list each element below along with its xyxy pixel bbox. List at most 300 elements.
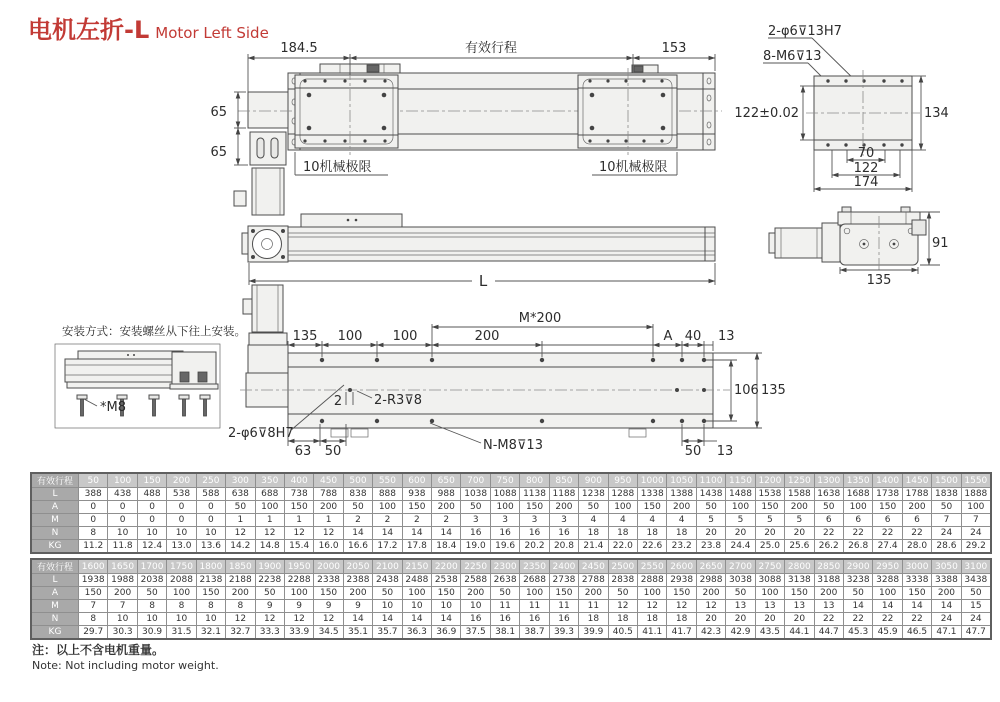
value-cell: 14 xyxy=(432,613,461,626)
value-cell: 2188 xyxy=(226,574,255,587)
value-cell: 14 xyxy=(873,600,902,613)
stroke-header-cell: 2800 xyxy=(785,559,814,574)
footer-note xyxy=(32,643,219,673)
row-label: KG xyxy=(31,626,79,640)
value-cell: 12 xyxy=(255,613,284,626)
value-cell: 638 xyxy=(226,488,255,501)
page-title-en: Motor Left Side xyxy=(155,24,269,42)
dim-134: 134 xyxy=(924,106,949,121)
stroke-header-cell: 1950 xyxy=(284,559,313,574)
value-cell: 24.4 xyxy=(726,540,755,554)
stroke-header-cell: 2400 xyxy=(549,559,578,574)
value-cell: 7 xyxy=(108,600,137,613)
value-cell: 26.2 xyxy=(814,540,843,554)
spec-table xyxy=(30,472,992,640)
value-cell: 3388 xyxy=(932,574,961,587)
dim-13-top: 13 xyxy=(718,329,735,344)
value-cell: 20.2 xyxy=(520,540,549,554)
value-cell: 2238 xyxy=(255,574,284,587)
stroke-header-cell: 1300 xyxy=(814,473,843,488)
value-cell: 100 xyxy=(961,501,991,514)
value-cell: 6 xyxy=(814,514,843,527)
value-cell: 50 xyxy=(932,501,961,514)
dim-100-a: 100 xyxy=(337,329,363,344)
value-cell: 16 xyxy=(520,613,549,626)
value-cell: 14 xyxy=(343,527,372,540)
dim-13-bottom: 13 xyxy=(716,444,734,459)
value-cell: 1488 xyxy=(726,488,755,501)
value-cell: 1188 xyxy=(549,488,578,501)
value-cell: 2 xyxy=(402,514,431,527)
value-cell: 27.4 xyxy=(873,540,902,554)
value-cell: 2138 xyxy=(196,574,225,587)
value-cell: 150 xyxy=(549,587,578,600)
value-cell: 19.0 xyxy=(461,540,490,554)
value-cell: 12 xyxy=(255,527,284,540)
value-cell: 200 xyxy=(461,587,490,600)
value-cell: 17.8 xyxy=(402,540,431,554)
value-cell: 1 xyxy=(226,514,255,527)
value-cell: 100 xyxy=(167,587,196,600)
value-cell: 14 xyxy=(343,613,372,626)
value-cell: 42.9 xyxy=(726,626,755,640)
value-cell: 45.9 xyxy=(873,626,902,640)
value-cell: 2388 xyxy=(343,574,372,587)
value-cell: 30.3 xyxy=(108,626,137,640)
dim-106: 106 xyxy=(734,383,759,398)
stroke-header-cell: 250 xyxy=(196,473,225,488)
value-cell: 22.0 xyxy=(608,540,637,554)
value-cell: 1538 xyxy=(755,488,784,501)
dim-motor-offset: 184.5 xyxy=(280,41,318,56)
value-cell: 10 xyxy=(137,613,166,626)
value-cell: 22 xyxy=(814,613,843,626)
value-cell: 50 xyxy=(226,501,255,514)
value-cell: 20.8 xyxy=(549,540,578,554)
value-cell: 46.5 xyxy=(902,626,931,640)
value-cell: 1838 xyxy=(932,488,961,501)
value-cell: 10 xyxy=(167,613,196,626)
stroke-header-cell: 1400 xyxy=(873,473,902,488)
value-cell: 1238 xyxy=(579,488,608,501)
stroke-header-cell: 1650 xyxy=(108,559,137,574)
value-cell: 9 xyxy=(284,600,313,613)
value-cell: 3 xyxy=(461,514,490,527)
value-cell: 200 xyxy=(549,501,578,514)
value-cell: 34.5 xyxy=(314,626,343,640)
value-cell: 16 xyxy=(461,527,490,540)
value-cell: 200 xyxy=(226,587,255,600)
stroke-header-cell: 100 xyxy=(108,473,137,488)
value-cell: 2 xyxy=(432,514,461,527)
value-cell: 150 xyxy=(785,587,814,600)
spec-table-bank-1 xyxy=(30,472,992,554)
value-cell: 1888 xyxy=(961,488,991,501)
value-cell: 2438 xyxy=(373,574,402,587)
stroke-header-cell: 700 xyxy=(461,473,490,488)
stroke-header-cell: 2350 xyxy=(520,559,549,574)
value-cell: 1988 xyxy=(108,574,137,587)
stroke-header-cell: 600 xyxy=(402,473,431,488)
installation-diagram xyxy=(55,324,246,428)
value-cell: 12 xyxy=(226,527,255,540)
stroke-header-cell: 1350 xyxy=(843,473,872,488)
value-cell: 200 xyxy=(814,587,843,600)
value-cell: 150 xyxy=(755,501,784,514)
value-cell: 3238 xyxy=(843,574,872,587)
value-cell: 1388 xyxy=(667,488,696,501)
value-cell: 10 xyxy=(402,600,431,613)
value-cell: 2588 xyxy=(461,574,490,587)
value-cell: 11 xyxy=(549,600,578,613)
value-cell: 12 xyxy=(314,613,343,626)
value-cell: 41.1 xyxy=(638,626,667,640)
dim-122: 122 xyxy=(853,161,879,176)
value-cell: 100 xyxy=(490,501,519,514)
value-cell: 888 xyxy=(373,488,402,501)
stroke-header-cell: 3100 xyxy=(961,559,991,574)
row-label: M xyxy=(31,600,79,613)
value-cell: 8 xyxy=(79,613,108,626)
row-label: A xyxy=(31,587,79,600)
dim-50-left: 50 xyxy=(324,444,342,459)
value-cell: 11 xyxy=(490,600,519,613)
table-row xyxy=(31,559,991,574)
value-cell: 3 xyxy=(520,514,549,527)
value-cell: 1338 xyxy=(638,488,667,501)
value-cell: 100 xyxy=(402,587,431,600)
value-cell: 2338 xyxy=(314,574,343,587)
stroke-header-cell: 2700 xyxy=(726,559,755,574)
row-label: N xyxy=(31,613,79,626)
value-cell: 16.6 xyxy=(343,540,372,554)
dim-174: 174 xyxy=(853,175,879,190)
value-cell: 25.0 xyxy=(755,540,784,554)
stroke-header-cell: 350 xyxy=(255,473,284,488)
value-cell: 20 xyxy=(726,613,755,626)
value-cell: 3 xyxy=(490,514,519,527)
value-cell: 0 xyxy=(108,501,137,514)
dim-122-tol: 122±0.02 xyxy=(734,106,799,121)
label-mech-limit-right: 10机械极限 xyxy=(599,160,668,175)
value-cell: 47.7 xyxy=(961,626,991,640)
value-cell: 50 xyxy=(961,587,991,600)
value-cell: 2 xyxy=(373,514,402,527)
value-cell: 0 xyxy=(167,514,196,527)
dim-effective-stroke: 有效行程 xyxy=(464,41,518,56)
value-cell: 24 xyxy=(932,527,961,540)
dim-2: 2 xyxy=(333,394,343,409)
stroke-header-cell: 2000 xyxy=(314,559,343,574)
value-cell: 5 xyxy=(696,514,725,527)
value-cell: 10 xyxy=(108,613,137,626)
dim-135-pitch: 135 xyxy=(292,329,318,344)
value-cell: 1788 xyxy=(902,488,931,501)
value-cell: 1 xyxy=(284,514,313,527)
value-cell: 35.7 xyxy=(373,626,402,640)
value-cell: 12 xyxy=(314,527,343,540)
value-cell: 8 xyxy=(226,600,255,613)
value-cell: 0 xyxy=(137,501,166,514)
value-cell: 150 xyxy=(667,587,696,600)
value-cell: 38.7 xyxy=(520,626,549,640)
stroke-header-cell: 2100 xyxy=(373,559,402,574)
dim-135-right: 135 xyxy=(761,383,786,398)
stroke-header-cell: 900 xyxy=(579,473,608,488)
value-cell: 37.5 xyxy=(461,626,490,640)
value-cell: 2288 xyxy=(284,574,313,587)
stroke-header-cell: 1000 xyxy=(638,473,667,488)
footer-note-zh: 注：以上不含电机重量。 xyxy=(32,643,165,657)
value-cell: 11.8 xyxy=(108,540,137,554)
value-cell: 100 xyxy=(726,501,755,514)
value-cell: 0 xyxy=(137,514,166,527)
stroke-header-cell: 800 xyxy=(520,473,549,488)
value-cell: 150 xyxy=(196,587,225,600)
value-cell: 14 xyxy=(843,600,872,613)
dim-100-b: 100 xyxy=(392,329,418,344)
value-cell: 44.7 xyxy=(814,626,843,640)
stroke-header-cell: 2750 xyxy=(755,559,784,574)
value-cell: 8 xyxy=(137,600,166,613)
dim-overall-length: L xyxy=(478,272,488,290)
value-cell: 50 xyxy=(490,587,519,600)
value-cell: 35.1 xyxy=(343,626,372,640)
value-cell: 42.3 xyxy=(696,626,725,640)
table-row xyxy=(31,600,991,613)
stroke-header-cell: 2250 xyxy=(461,559,490,574)
value-cell: 150 xyxy=(284,501,313,514)
carriage-plate-detail xyxy=(734,24,948,192)
value-cell: 18.4 xyxy=(432,540,461,554)
stroke-header-cell: 1100 xyxy=(696,473,725,488)
stroke-header-cell: 3050 xyxy=(932,559,961,574)
value-cell: 538 xyxy=(167,488,196,501)
dim-40: 40 xyxy=(684,329,702,344)
dim-65-top: 65 xyxy=(210,105,227,120)
value-cell: 150 xyxy=(902,587,931,600)
row-label: L xyxy=(31,488,79,501)
value-cell: 50 xyxy=(137,587,166,600)
value-cell: 13 xyxy=(755,600,784,613)
stroke-header-cell: 2550 xyxy=(638,559,667,574)
value-cell: 19.6 xyxy=(490,540,519,554)
value-cell: 20 xyxy=(755,613,784,626)
value-cell: 3088 xyxy=(755,574,784,587)
table-row xyxy=(31,540,991,554)
value-cell: 50 xyxy=(373,587,402,600)
dim-153: 153 xyxy=(661,41,687,56)
value-cell: 22 xyxy=(843,527,872,540)
side-view xyxy=(242,214,715,290)
value-cell: 22 xyxy=(843,613,872,626)
value-cell: 8 xyxy=(167,600,196,613)
stroke-header-cell: 150 xyxy=(137,473,166,488)
value-cell: 33.3 xyxy=(255,626,284,640)
table-row xyxy=(31,473,991,488)
row-label: N xyxy=(31,527,79,540)
value-cell: 1638 xyxy=(814,488,843,501)
value-cell: 100 xyxy=(608,501,637,514)
value-cell: 200 xyxy=(696,587,725,600)
value-cell: 2638 xyxy=(490,574,519,587)
page-title-zh: 电机左折-L xyxy=(28,16,150,44)
value-cell: 150 xyxy=(314,587,343,600)
value-cell: 14 xyxy=(373,613,402,626)
value-cell: 6 xyxy=(873,514,902,527)
stroke-header-cell: 2850 xyxy=(814,559,843,574)
stroke-header-cell: 1150 xyxy=(726,473,755,488)
value-cell: 1438 xyxy=(696,488,725,501)
value-cell: 2538 xyxy=(432,574,461,587)
value-cell: 32.1 xyxy=(196,626,225,640)
stroke-header-cell: 1550 xyxy=(961,473,991,488)
value-cell: 12 xyxy=(608,600,637,613)
value-cell: 2788 xyxy=(579,574,608,587)
table-row xyxy=(31,527,991,540)
value-cell: 150 xyxy=(638,501,667,514)
value-cell: 20 xyxy=(726,527,755,540)
value-cell: 10 xyxy=(432,600,461,613)
value-cell: 3138 xyxy=(785,574,814,587)
stroke-header-cell: 1850 xyxy=(226,559,255,574)
value-cell: 0 xyxy=(196,514,225,527)
value-cell: 20 xyxy=(755,527,784,540)
value-cell: 23.2 xyxy=(667,540,696,554)
stroke-header-cell: 1200 xyxy=(755,473,784,488)
stroke-header-cell: 2450 xyxy=(579,559,608,574)
value-cell: 7 xyxy=(932,514,961,527)
value-cell: 0 xyxy=(167,501,196,514)
value-cell: 14 xyxy=(902,600,931,613)
value-cell: 13 xyxy=(726,600,755,613)
stroke-header-cell: 2200 xyxy=(432,559,461,574)
stroke-header-cell: 2300 xyxy=(490,559,519,574)
value-cell: 20 xyxy=(696,527,725,540)
value-cell: 10 xyxy=(196,613,225,626)
value-cell: 12 xyxy=(226,613,255,626)
value-cell: 10 xyxy=(461,600,490,613)
value-cell: 0 xyxy=(79,501,108,514)
value-cell: 3338 xyxy=(902,574,931,587)
value-cell: 738 xyxy=(284,488,313,501)
stroke-header-cell: 1800 xyxy=(196,559,225,574)
row-label: M xyxy=(31,514,79,527)
value-cell: 50 xyxy=(608,587,637,600)
value-cell: 14 xyxy=(373,527,402,540)
installation-caption: 安装方式：安装螺丝从下往上安装。 xyxy=(62,324,246,338)
value-cell: 0 xyxy=(196,501,225,514)
value-cell: 28.0 xyxy=(902,540,931,554)
value-cell: 9 xyxy=(255,600,284,613)
value-cell: 44.1 xyxy=(785,626,814,640)
value-cell: 50 xyxy=(343,501,372,514)
label-mech-limit-left: 10机械极限 xyxy=(303,160,372,175)
value-cell: 26.8 xyxy=(843,540,872,554)
value-cell: 16 xyxy=(490,613,519,626)
table-row xyxy=(31,626,991,640)
value-cell: 200 xyxy=(314,501,343,514)
value-cell: 50 xyxy=(843,587,872,600)
stroke-header-cell: 2050 xyxy=(343,559,372,574)
value-cell: 150 xyxy=(79,587,108,600)
value-cell: 1938 xyxy=(79,574,108,587)
value-cell: 22 xyxy=(814,527,843,540)
value-cell: 12 xyxy=(284,613,313,626)
value-cell: 200 xyxy=(667,501,696,514)
value-cell: 24 xyxy=(961,527,991,540)
value-cell: 23.8 xyxy=(696,540,725,554)
value-cell: 100 xyxy=(373,501,402,514)
stroke-header-cell: 850 xyxy=(549,473,578,488)
value-cell: 1138 xyxy=(520,488,549,501)
bottom-view xyxy=(228,285,786,459)
value-cell: 14 xyxy=(402,527,431,540)
spec-table-bank-2 xyxy=(30,558,992,640)
stroke-header-cell: 650 xyxy=(432,473,461,488)
value-cell: 150 xyxy=(402,501,431,514)
table-row xyxy=(31,613,991,626)
value-cell: 20 xyxy=(785,527,814,540)
value-cell: 150 xyxy=(873,501,902,514)
value-cell: 100 xyxy=(873,587,902,600)
value-cell: 5 xyxy=(726,514,755,527)
value-cell: 25.6 xyxy=(785,540,814,554)
value-cell: 688 xyxy=(255,488,284,501)
value-cell: 22 xyxy=(873,613,902,626)
value-cell: 3288 xyxy=(873,574,902,587)
value-cell: 13 xyxy=(785,600,814,613)
value-cell: 1 xyxy=(314,514,343,527)
value-cell: 2088 xyxy=(167,574,196,587)
dim-70: 70 xyxy=(857,146,875,161)
value-cell: 28.6 xyxy=(932,540,961,554)
value-cell: 2988 xyxy=(696,574,725,587)
value-cell: 18 xyxy=(638,527,667,540)
value-cell: 17.2 xyxy=(373,540,402,554)
value-cell: 18 xyxy=(608,527,637,540)
value-cell: 50 xyxy=(814,501,843,514)
value-cell: 10 xyxy=(196,527,225,540)
row-label: L xyxy=(31,574,79,587)
value-cell: 20 xyxy=(785,613,814,626)
value-cell: 15.4 xyxy=(284,540,313,554)
value-cell: 41.7 xyxy=(667,626,696,640)
value-cell: 39.9 xyxy=(579,626,608,640)
value-cell: 4 xyxy=(579,514,608,527)
top-plan-view xyxy=(210,41,722,215)
stroke-header-cell: 2650 xyxy=(696,559,725,574)
value-cell: 22 xyxy=(902,613,931,626)
value-cell: 36.3 xyxy=(402,626,431,640)
value-cell: 100 xyxy=(843,501,872,514)
stroke-header-cell: 2950 xyxy=(873,559,902,574)
stroke-header-cell: 1250 xyxy=(785,473,814,488)
value-cell: 100 xyxy=(284,587,313,600)
dim-200: 200 xyxy=(474,329,500,344)
stroke-header-cell: 500 xyxy=(343,473,372,488)
value-cell: 11.2 xyxy=(79,540,108,554)
value-cell: 12 xyxy=(638,600,667,613)
stroke-header-cell: 2900 xyxy=(843,559,872,574)
value-cell: 200 xyxy=(432,501,461,514)
value-cell: 100 xyxy=(520,587,549,600)
value-cell: 14 xyxy=(402,613,431,626)
value-cell: 938 xyxy=(402,488,431,501)
value-cell: 14.2 xyxy=(226,540,255,554)
stroke-header-cell: 400 xyxy=(284,473,313,488)
value-cell: 15 xyxy=(961,600,991,613)
